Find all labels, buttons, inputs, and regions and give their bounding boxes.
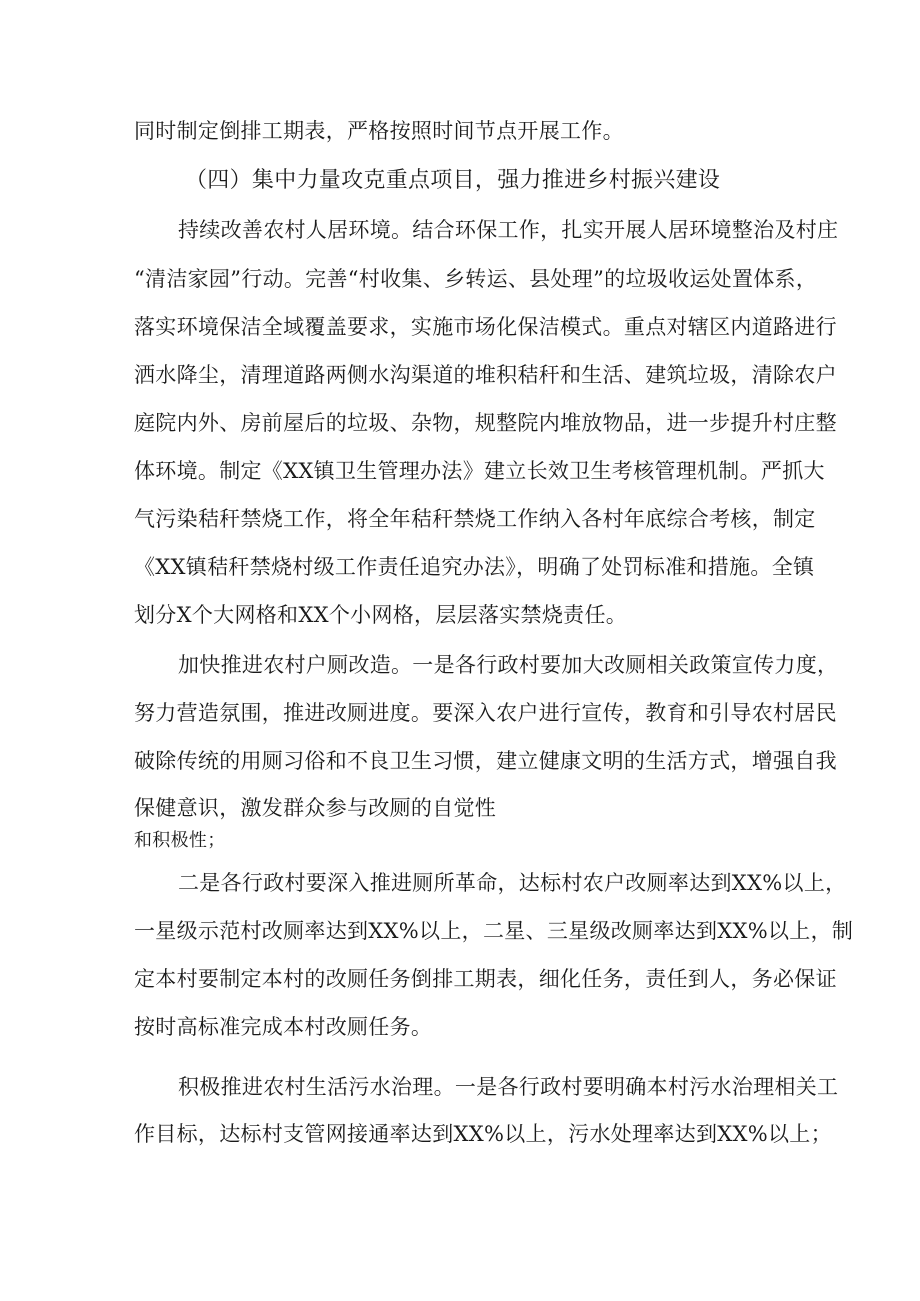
paragraph-first-line: 加快推进农村户厕改造。一是各行政村要加大改厕相关政策宣传力度， [178, 653, 839, 677]
body-text-line: 和积极性； [134, 830, 226, 851]
paragraph-first-line: 积极推进农村生活污水治理。一是各行政村要明确本村污水治理相关工 [178, 1075, 839, 1099]
body-text-line: 定本村要制定本村的改厕任务倒排工期表，细化任务，责任到人，务必保证 [134, 967, 837, 991]
section-heading: （四）集中力量攻克重点项目，强力推进乡村振兴建设 [185, 168, 721, 193]
body-text-line: 破除传统的用厕习俗和不良卫生习惯，建立健康文明的生活方式，增强自我 [134, 749, 837, 773]
body-text-line: 划分X个大网格和XX个小网格，层层落实禁烧责任。 [134, 603, 628, 627]
body-text-line: 保健意识，激发群众参与改厕的自觉性 [134, 796, 497, 820]
paragraph-first-line: 二是各行政村要深入推进厕所革命，达标村农户改厕率达到XX%以上， [178, 871, 847, 895]
body-text-line: 同时制定倒排工期表，严格按照时间节点开展工作。 [134, 119, 624, 143]
body-text-line: 作目标，达标村支管网接通率达到XX%以上，污水处理率达到XX%以上； [134, 1122, 832, 1146]
body-text-line: 落实环境保洁全域覆盖要求，实施市场化保洁模式。重点对辖区内道路进行 [134, 315, 837, 339]
body-text-line: “清洁家园”行动。完善“村收集、乡转运、县处理”的垃圾收运处置体系， [134, 267, 818, 291]
body-text-line: 体环境。制定《XX镇卫生管理办法》建立长效卫生考核管理机制。严抓大 [134, 459, 825, 483]
body-text-line: 庭院内外、房前屋后的垃圾、杂物，规整院内堆放物品，进一步提升村庄整 [134, 411, 837, 435]
body-text-line: 洒水降尘，清理道路两侧水沟渠道的堆积秸秆和生活、建筑垃圾，清除农户 [134, 363, 837, 387]
body-text-line: 一星级示范村改厕率达到XX%以上，二星、三星级改厕率达到XX%以上，制 [134, 919, 854, 943]
body-text-line: 按时高标准完成本村改厕任务。 [134, 1015, 433, 1039]
body-text-line: 气污染秸秆禁烧工作，将全年秸秆禁烧工作纳入各村年底综合考核，制定 [134, 507, 816, 531]
body-text-line: 努力营造氛围，推进改厕进度。要深入农户进行宣传，教育和引导农村居民 [134, 701, 837, 725]
paragraph-first-line: 持续改善农村人居环境。结合环保工作，扎实开展人居环境整治及村庄 [178, 218, 839, 242]
body-text-line: 《XX镇秸秆禁烧村级工作责任追究办法》，明确了处罚标准和措施。全镇 [134, 555, 815, 579]
